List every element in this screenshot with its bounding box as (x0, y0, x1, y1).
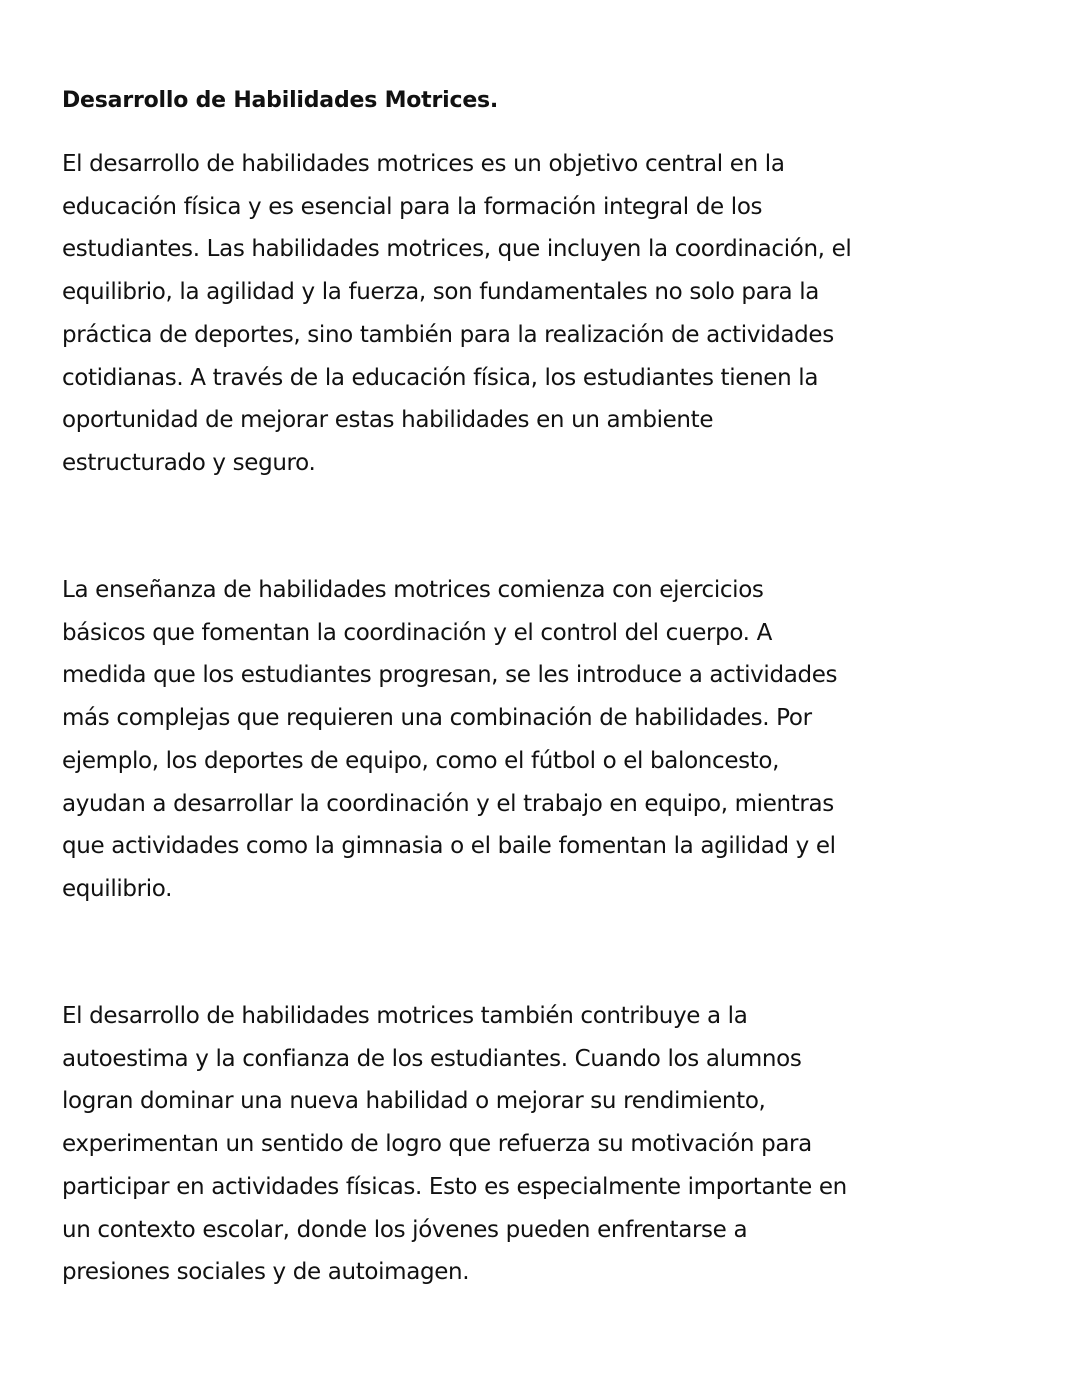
paragraph-line: básicos que fomentan la coordinación y el control del cuerpo. A (62, 619, 772, 646)
paragraph-line: estructurado y seguro. (62, 449, 316, 476)
paragraph-line: oportunidad de mejorar estas habilidades en un ambiente (62, 407, 714, 434)
paragraph-2 (62, 569, 962, 911)
paragraph-line: autoestima y la confianza de los estudiantes. Cuando los alumnos (62, 1045, 802, 1072)
paragraph-line: medida que los estudiantes progresan, se les introduce a actividades (62, 662, 838, 689)
paragraph-line: El desarrollo de habilidades motrices también contribuye a la (62, 1003, 748, 1029)
paragraph-line: ayudan a desarrollar la coordinación y el trabajo en equipo, mientras (62, 790, 834, 817)
paragraph-line: práctica de deportes, sino también para la realización de actividades (62, 321, 834, 348)
paragraph-line: estudiantes. Las habilidades motrices, que incluyen la coordinación, el (62, 236, 852, 263)
paragraph-line: El desarrollo de habilidades motrices es un objetivo central en la (62, 151, 785, 177)
paragraph-line: cotidianas. A través de la educación física, los estudiantes tienen la (62, 364, 819, 391)
paragraph-line: presiones sociales y de autoimagen. (62, 1259, 470, 1286)
paragraph-line: educación física y es esencial para la formación integral de los (62, 193, 763, 220)
paragraph-3 (62, 995, 962, 1294)
paragraph-line: La enseñanza de habilidades motrices comienza con ejercicios (62, 577, 764, 603)
paragraph-1 (62, 143, 962, 485)
paragraph-line: un contexto escolar, donde los jóvenes pueden enfrentarse a (62, 1216, 748, 1243)
document-title: Desarrollo de Habilidades Motrices. (62, 88, 499, 113)
paragraph-line: que actividades como la gimnasia o el baile fomentan la agilidad y el (62, 833, 836, 860)
paragraph-line: equilibrio, la agilidad y la fuerza, son fundamentales no solo para la (62, 279, 819, 306)
paragraph-line: ejemplo, los deportes de equipo, como el fútbol o el baloncesto, (62, 747, 780, 774)
paragraph-line: más complejas que requieren una combinación de habilidades. Por (62, 705, 812, 732)
paragraph-line: logran dominar una nueva habilidad o mejorar su rendimiento, (62, 1088, 766, 1115)
paragraph-line: participar en actividades físicas. Esto es especialmente importante en (62, 1173, 847, 1200)
paragraph-line: experimentan un sentido de logro que refuerza su motivación para (62, 1131, 812, 1158)
paragraph-line: equilibrio. (62, 875, 173, 902)
